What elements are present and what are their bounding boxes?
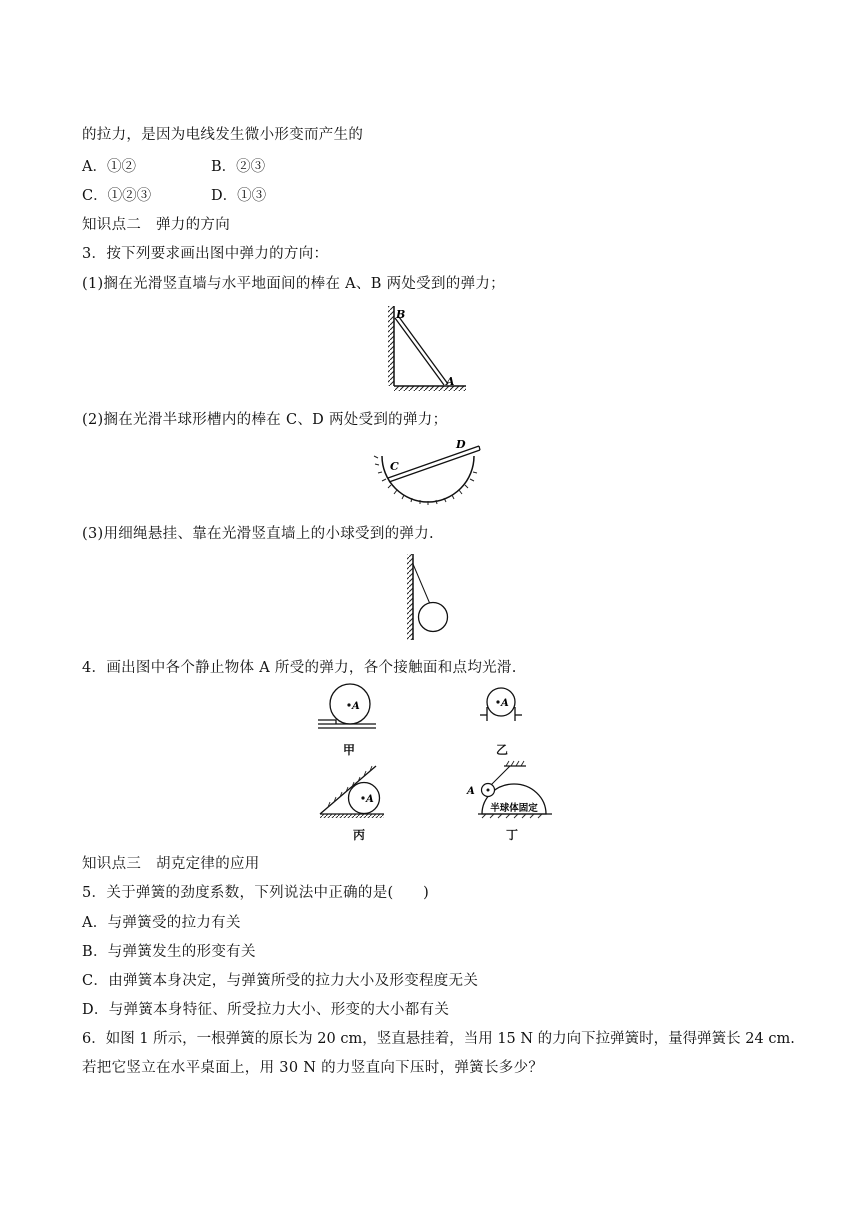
question-5-option-d: D．与弹簧本身特征、所受拉力大小、形变的大小都有关 (82, 1002, 450, 1018)
caption-yi: 乙 (496, 743, 509, 757)
section-heading-3: 知识点三 胡克定律的应用 (82, 856, 260, 872)
label-a-yi: A (501, 698, 509, 709)
option-b: B．②③ (211, 159, 266, 175)
caption-ding: 丁 (506, 828, 519, 842)
question-5: 5．关于弹簧的劲度系数，下列说法中正确的是( ) (82, 885, 430, 901)
label-a-jia: A (352, 701, 360, 712)
section-heading-2: 知识点二 弹力的方向 (82, 217, 230, 233)
question-6-line-1: 6．如图 1 所示，一根弹簧的原长为 20 cm，竖直悬挂着，当用 15 N 的力向下拉弹簧时，量得弹簧长 24 cm. (82, 1031, 795, 1047)
hemisphere-fixed-label: 半球体固定 (490, 803, 538, 814)
figure-rod-wall-floor (380, 300, 472, 396)
question-5-option-b: B．与弹簧发生的形变有关 (82, 944, 256, 960)
option-d: D．①③ (211, 188, 267, 204)
figure-rod-hemisphere-bowl (372, 438, 484, 512)
figure-4-yi (476, 683, 532, 727)
figure-ball-against-wall (404, 552, 456, 646)
question-5-option-a: A．与弹簧受的拉力有关 (82, 915, 241, 931)
label-a: A (446, 375, 455, 388)
text-line-1: 的拉力，是因为电线发生微小形变而产生的 (82, 127, 364, 143)
question-3-part-2: (2)搁在光滑半球形槽内的棒在 C、D 两处受到的弹力； (82, 412, 448, 428)
question-6-line-2: 若把它竖立在水平桌面上，用 30 N 的力竖直向下压时，弹簧长多少？ (82, 1060, 544, 1076)
figure-4-jia (316, 683, 378, 737)
label-a-bing: A (366, 794, 374, 805)
label-b: B (396, 308, 406, 321)
label-a-ding: A (467, 786, 475, 797)
caption-bing: 丙 (353, 828, 366, 842)
figure-4-bing (318, 760, 388, 826)
label-d: D (456, 438, 466, 451)
question-4: 4．画出图中各个静止物体 A 所受的弹力，各个接触面和点均光滑. (82, 660, 517, 676)
question-5-option-c: C．由弹簧本身决定，与弹簧所受的拉力大小及形变程度无关 (82, 973, 479, 989)
caption-jia: 甲 (343, 743, 356, 757)
label-c: C (390, 460, 399, 473)
question-3: 3．按下列要求画出图中弹力的方向： (82, 246, 329, 262)
option-c: C．①②③ (82, 188, 152, 204)
question-3-part-1: (1)搁在光滑竖直墙与水平地面间的棒在 A、B 两处受到的弹力； (82, 276, 505, 292)
question-3-part-3: (3)用细绳悬挂、靠在光滑竖直墙上的小球受到的弹力. (82, 526, 434, 542)
figure-4-ding (464, 758, 558, 826)
option-a: A．①② (82, 159, 136, 175)
